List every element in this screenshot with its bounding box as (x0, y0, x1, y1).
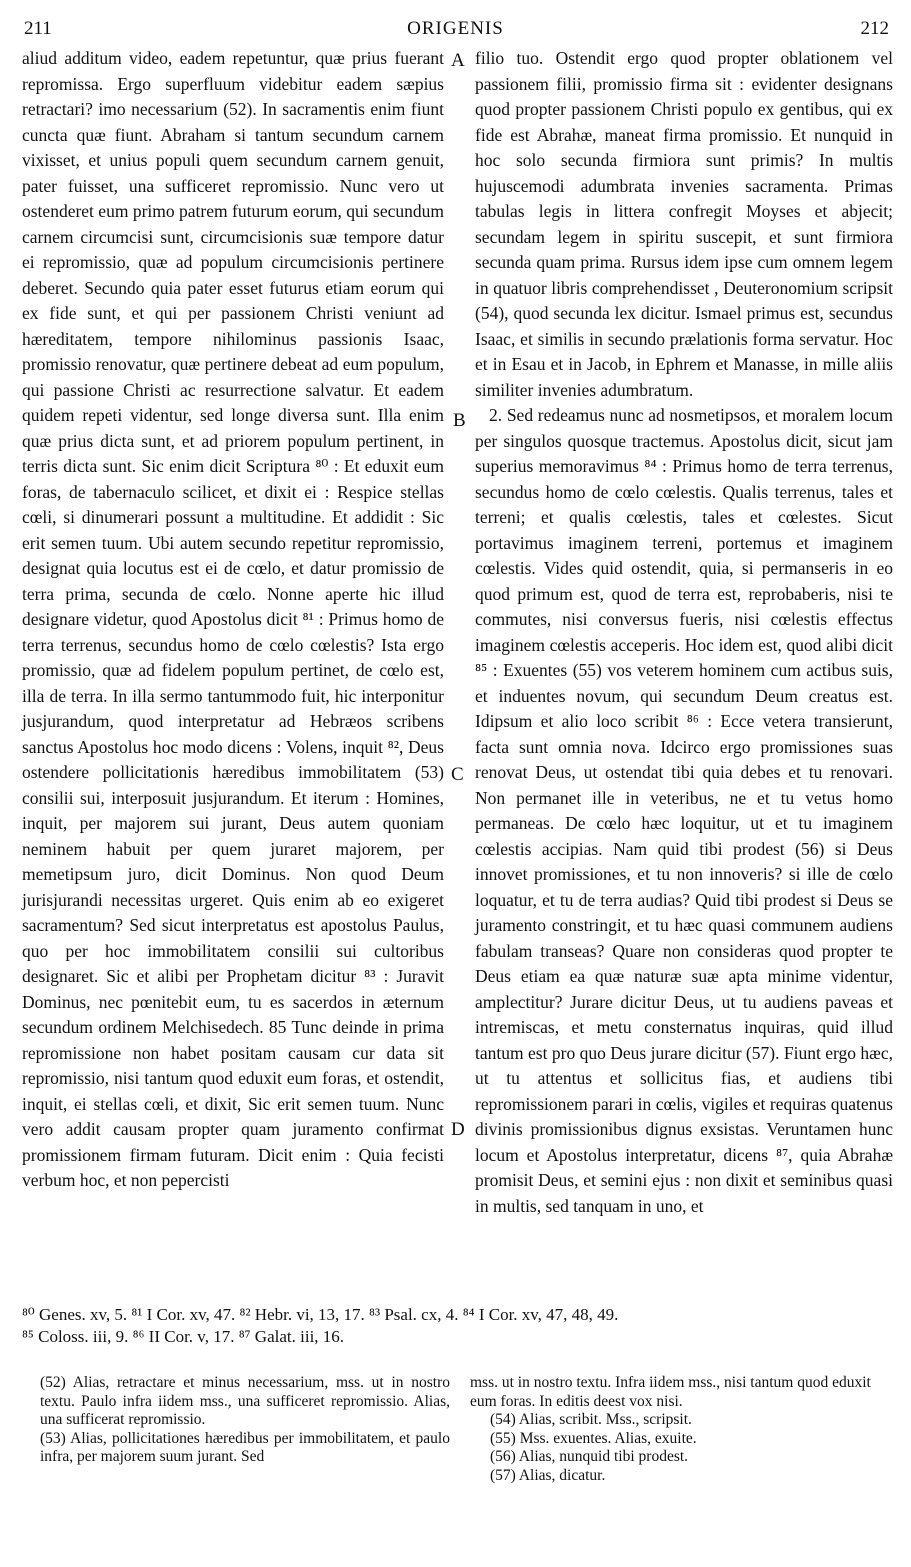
footnote-refs-line-1: ⁸⁰ Genes. xv, 5. ⁸¹ I Cor. xv, 47. ⁸² Hebr. vi, 13, 17. ⁸³ Psal. cx, 4. ⁸⁴ I Cor. xv, 47, 48, 49. (22, 1305, 619, 1324)
editorial-notes-left (40, 1374, 450, 1467)
margin-marker-b: B (453, 410, 466, 431)
editorial-notes-right (470, 1374, 893, 1485)
note-56: (56) Alias, nunquid tibi prodest. (490, 1448, 689, 1465)
page-number-left: 211 (24, 18, 52, 39)
note-52: (52) Alias, retractare et minus necessarium, mss. ut in nostro textu. Paulo infra iidem mss., una sufficeret repromissio. Alias, una sufficerat repromissio. (40, 1374, 450, 1428)
right-column-text: filio tuo. Ostendit ergo quod propter oblationem vel passionem filii, promissio firma sit : evidenter designans quod propter passionem Christi populo ex gentibus, qui ex fide est Abrahæ, maneat firma promissio. Et nunquid in hoc solo secunda firmiora sunt primis? In multis hujuscemodi adumbrata invenies sacramenta. Primas tabulas legis in littera confregit Moyses et abjecit; secundam legem in spiritu suscepit, et sunt firmiora secunda quam prima. Rursus idem ipse cum omnem legem in quatuor libris comprehendisset , Deuteronomium scripsit (54), quod secunda lex dicitur. Ismael primus est, secundus Isaac, et similis in secundo prælationis forma servatur. Hoc et in Esau et in Jacob, in Ephrem et Manasse, in mille aliis similiter invenies adumbratum. (475, 48, 893, 400)
margin-marker-c: C (451, 764, 464, 785)
note-continuation: mss. ut in nostro textu. Infra iidem mss., nisi tantum quod eduxit eum foras. In editis deest vox nisi. (470, 1374, 871, 1410)
margin-marker-d: D (451, 1119, 465, 1140)
note-54: (54) Alias, scribit. Mss., scripsit. (490, 1411, 692, 1428)
page-number-right: 212 (860, 18, 889, 39)
footnote-refs-line-2: ⁸⁵ Coloss. iii, 9. ⁸⁶ II Cor. v, 17. ⁸⁷ Galat. iii, 16. (22, 1327, 345, 1346)
footnote-references (22, 1304, 892, 1348)
page-header (0, 18, 911, 42)
note-53: (53) Alias, pollicitationes hæredibus per immobilitatem, et paulo infra, per majorem suum jurant. Sed (40, 1429, 450, 1465)
left-column-text: aliud additum video, eadem repetuntur, quæ prius fuerant repromissa. Ergo superfluum videbitur eadem sæpius retractari? imo necessarium (52). In sacramentis enim fiunt cuncta quæ fiunt. Abraham si tantum secundum carnem vixisset, et unius populi quem secundum carnem genuit, pater fuisset, una sufficeret repromissio. Nunc vero ut ostenderet eum primo patrem futurum eorum, qui secundum carnem circumcisi sunt, circumcisionis suæ tempore datur ei repromissio, quæ ad populum circumcisionis pertinere deberet. Secundo quia pater esset futurus etiam eorum qui ex fide sunt, et qui per passionem Christi veniunt ad hæreditatem, tempore nihilominus passionis Isaac, promissio renovatur, quæ pertinere debeat ad eum populum, qui passione Christi ac resurrectione salvatur. Et eadem quidem repeti videntur, sed longe diversa sunt. Illa enim quæ prius dicta sunt, et ad priorem populum pertinent, in terris dicta sunt. Sic enim dicit Scriptura ⁸⁰ : Et eduxit eum foras, de tabernaculo scilicet, et dixit ei : Respice stellas cœli, si dinumerari possunt a multitudine. Et addidit : Sic erit semen tuum. Ubi autem secundo repetitur repromissio, designat quia locutus est ei de cœlo, et datur promissio de terra prima, secunda de cœlo. Nonne aperte hic illud designare videtur, quod Apostolus dicit ⁸¹ : Primus homo de terra terrenus, secundus homo de cœlo cœlestis? Ista ergo promissio, quæ ad fidelem populum pertinet, de cœlo est, illa de terra. In illa sermo tantummodo fuit, hic interponitur jusjurandum, quod interpretatur ad Hebræos scribens sanctus Apostolus hoc modo dicens : Volens, inquit ⁸², Deus ostendere pollicitationis hæredibus immobilitatem (53) consilii sui, interposuit jusjurandum. Et iterum : Homines, inquit, per majorem sui jurant, Deus autem quoniam neminem habuit per quem juraret majorem, per memetipsum juro, dicit Dominus. Non quod Deum jurisjurandi necessitas urgeret. Quis enim ab eo exigeret sacramentum? Sed sicut interpretatus est apostolus Paulus, quo per hoc immobilitatem consilii sui cultoribus designaret. Sic et alibi per Prophetam dicitur ⁸³ : Juravit Dominus, nec pœnitebit eum, tu es sacerdos in æternum secundum ordinem Melchisedech. 85 Tunc deinde in prima repromissione non habet positam causam cur data sit repromissio, nisi tantum quod eduxit eum foras, et ostendit, inquit, ei stellas cœli, et dixit, Sic erit semen tuum. Nunc vero addit causam propter quam juramento confirmat promissionem firmam futuram. Dicit enim : Quia fecisti verbum hoc, et non pepercisti (22, 48, 444, 1190)
right-column-paragraph-2: 2. Sed redeamus nunc ad nosmetipsos, et moralem locum per singulos quosque tractemus. Apostolus dicit, sicut jam superius memoravimus ⁸⁴ : Primus homo de terra terrenus, secundus homo de cœlo cœlestis. Qualis terrenus, tales et terreni; et qualis cœlestis, tales et cœlestes. Sicut portavimus imaginem terreni, portemus et imaginem cœlestis. Vides quid ostendit, quia, si permanseris in eo quod primum est, quod de terra est, reprobaberis, nisi te commutes, nisi conversus fueris, nisi cœlestis effectus imaginem cœlestis acceperis. Hoc idem est, quod alibi dicit ⁸⁵ : Exuentes (55) vos veterem hominem cum actibus suis, et induentes novum, qui secundum Deum creatus est. Idipsum et alio loco scribit ⁸⁶ : Ecce vetera transierunt, facta sunt omnia nova. Idcirco ergo promissiones suas renovat Deus, ut ostendat tibi quia debes et tu renovari. Non permanet ille in veteribus, ne et tu vetus homo permaneas. De cœlo hæc loquitur, ut et tu imaginem cœlestis accipias. Nam quid tibi prodest (56) si Deus innovet promissiones, et tu non innoveris? si ille de cœlo loquatur, et tu de terra audias? Quid tibi prodest si Deus se juramento constringit, et tu hæc quasi communem audiens fabulam transeas? Quare non consideras quod propter te Deus etiam ea quæ naturæ suæ apta minime videntur, amplectitur? Jurare dicitur Deus, ut tu audiens paveas et intremiscas, et metu consternatus inquiras, quid illud tantum est pro quo Deus jurare dicitur (57). Fiunt ergo hæc, ut tu attentus et sollicitus fias, et audiens tibi repromissionem parari in cœlis, vigiles et requiras quatenus divinis promissionibus dignus exsistas. Veruntamen hunc locum et Apostolus interpretatur, dicens ⁸⁷, quia Abrahæ promisit Deus, et semini ejus : non dixit et seminibus quasi in multis, sed tanquam in uno, et (475, 405, 893, 1216)
left-column (22, 46, 444, 1194)
right-column (475, 46, 893, 1219)
note-55: (55) Mss. exuentes. Alias, exuite. (490, 1429, 697, 1447)
note-57: (57) Alias, dicatur. (490, 1466, 606, 1484)
margin-marker-a: A (451, 50, 465, 71)
running-title: ORIGENIS (407, 18, 504, 39)
